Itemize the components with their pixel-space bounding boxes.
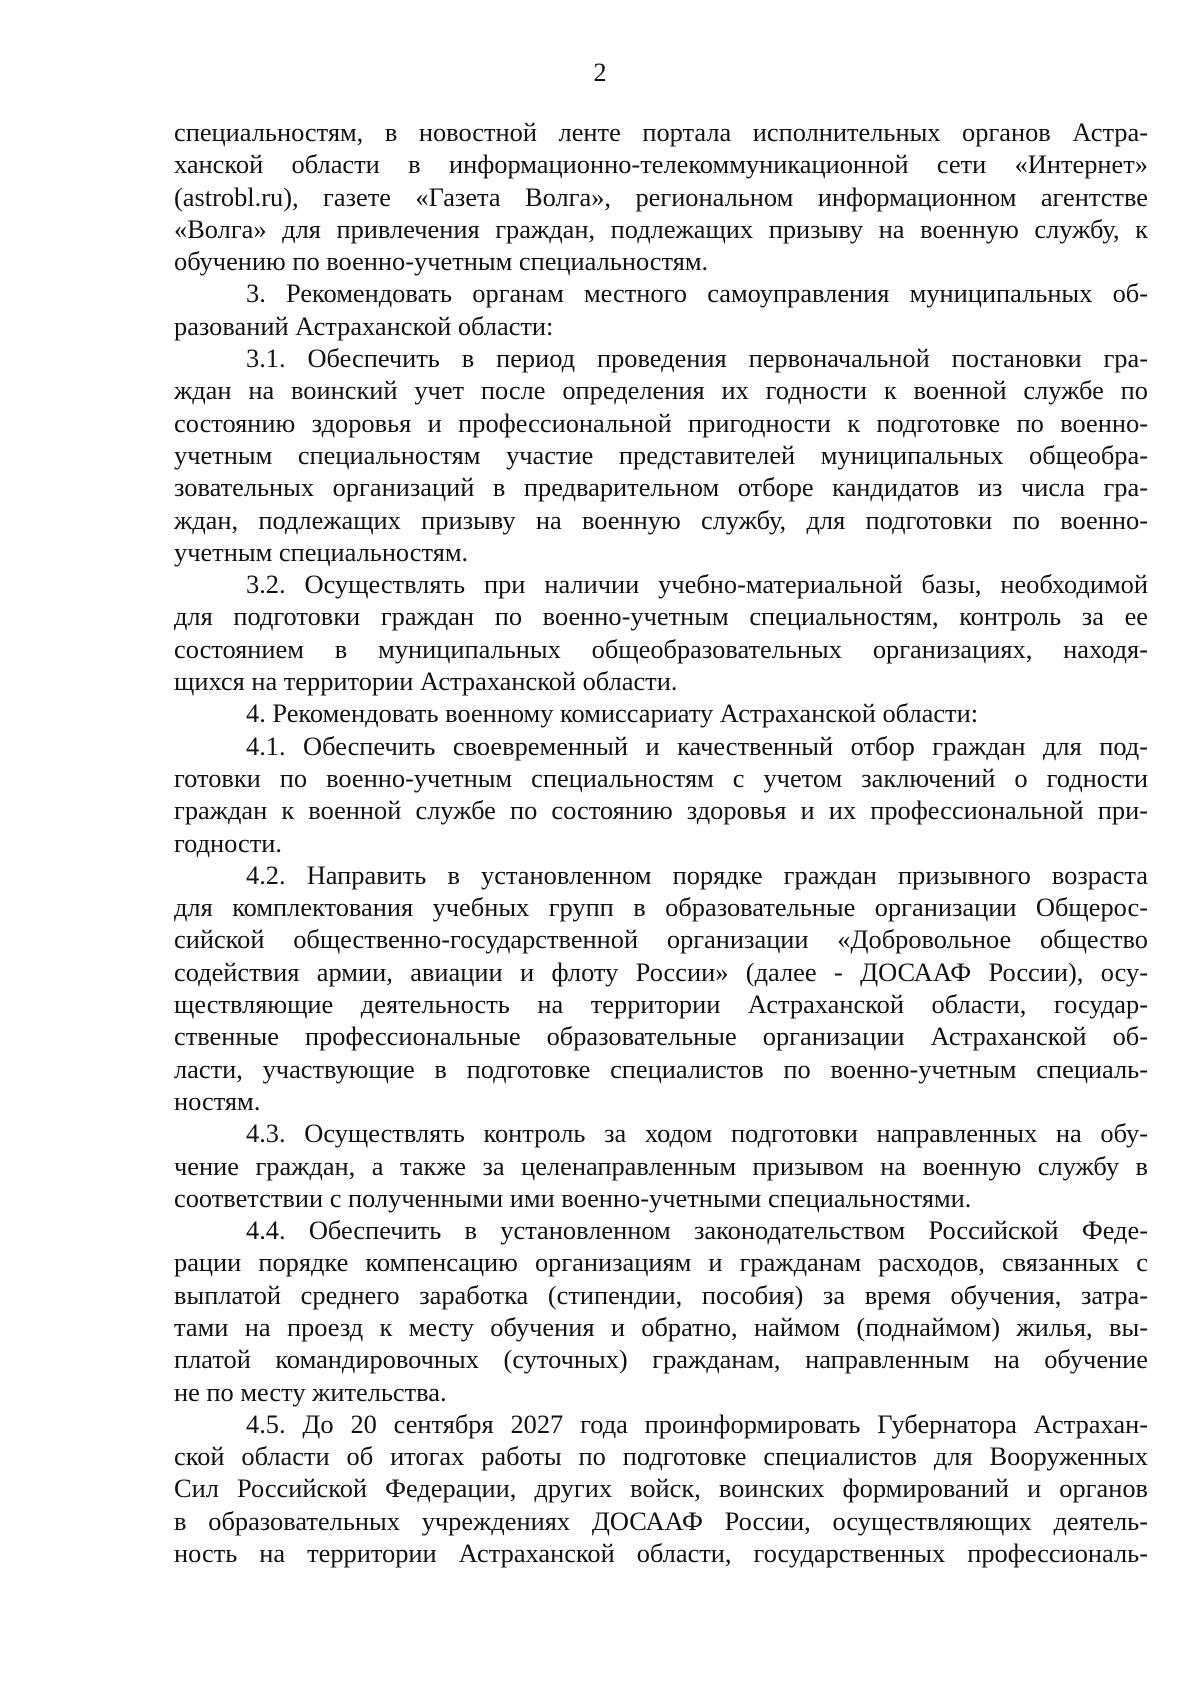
- text-line: чение граждан, а также за целенаправленным призывом на военную службу в: [174, 1150, 1148, 1181]
- text-line: учетным специальностям участие представителей муниципальных общеобра-: [174, 439, 1148, 470]
- text-line: ственные профессиональные образовательные организации Астраханской об-: [174, 1021, 1148, 1052]
- text-line: 3.2. Осуществлять при наличии учебно-материальной базы, необходимой: [246, 569, 1148, 600]
- text-line: учетным специальностям.: [174, 536, 469, 567]
- text-line: ской области об итогах работы по подготовке специалистов для Вооруженных: [174, 1441, 1148, 1472]
- text-line: ность на территории Астраханской области, государственных профессиональ-: [174, 1538, 1148, 1569]
- text-line: платой командировочных (суточных) гражданам, направленным на обучение: [174, 1344, 1148, 1375]
- text-line: 4.1. Обеспечить своевременный и качественный отбор граждан для под-: [246, 730, 1148, 761]
- text-line: 3. Рекомендовать органам местного самоуправления муниципальных об-: [246, 278, 1148, 309]
- text-line: 3.1. Обеспечить в период проведения первоначальной постановки гра-: [246, 343, 1148, 374]
- text-line: для подготовки граждан по военно-учетным специальностям, контроль за ее: [174, 601, 1148, 632]
- text-line: соответствии с полученными ими военно-учетными специальностями.: [174, 1182, 972, 1213]
- text-line: специальностям, в новостной ленте портала исполнительных органов Астра-: [174, 117, 1148, 147]
- text-line: зовательных организаций в предварительном отборе кандидатов из числа гра-: [174, 472, 1148, 503]
- text-line: тами на проезд к месту обучения и обратно, наймом (поднаймом) жилья, вы-: [174, 1311, 1148, 1342]
- text-line: состоянию здоровья и профессиональной пригодности к подготовке по военно-: [174, 407, 1148, 438]
- text-line: не по месту жительства.: [174, 1376, 447, 1407]
- text-line: 4.5. До 20 сентября 2027 года проинформировать Губернатора Астрахан-: [246, 1408, 1148, 1439]
- text-line: готовки по военно-учетным специальностям с учетом заключений о годности: [174, 762, 1148, 793]
- text-line: Сил Российской Федерации, других войск, воинских формирований и органов: [174, 1473, 1148, 1504]
- text-line: ждан на воинский учет после определения их годности к военной службе по: [174, 375, 1148, 406]
- text-line: в образовательных учреждениях ДОСААФ России, осуществляющих деятель-: [174, 1505, 1148, 1536]
- text-line: ждан, подлежащих призыву на военную службу, для подготовки по военно-: [174, 504, 1148, 535]
- text-line: рации порядке компенсацию организациям и гражданам расходов, связанных с: [174, 1247, 1148, 1278]
- text-line: ностям.: [174, 1085, 261, 1116]
- text-line: обучению по военно-учетным специальностям.: [174, 246, 709, 277]
- text-line: ханской области в информационно-телекоммуникационной сети «Интернет»: [174, 149, 1148, 180]
- text-line: содействия армии, авиации и флоту России» (далее - ДОСААФ России), осу-: [174, 956, 1148, 987]
- page-number: 2: [593, 58, 607, 87]
- text-line: «Волга» для привлечения граждан, подлежащих призыву на военную службу, к: [174, 213, 1148, 244]
- text-line: граждан к военной службе по состоянию здоровья и их профессиональной при-: [174, 795, 1148, 826]
- text-line: 4. Рекомендовать военному комиссариату Астраханской области:: [246, 698, 979, 729]
- text-line: 4.3. Осуществлять контроль за ходом подготовки направленных на обу-: [246, 1118, 1148, 1149]
- text-line: состоянием в муниципальных общеобразовательных организациях, находя-: [174, 633, 1148, 664]
- text-line: для комплектования учебных групп в образовательные организации Общерос-: [174, 892, 1148, 923]
- text-line: щихся на территории Астраханской области.: [174, 666, 678, 697]
- text-line: годности.: [174, 827, 282, 858]
- text-line: сийской общественно-государственной организации «Добровольное общество: [174, 924, 1148, 955]
- text-line: ласти, участвующие в подготовке специалистов по военно-учетным специаль-: [174, 1053, 1148, 1084]
- text-line: ществляющие деятельность на территории Астраханской области, государ-: [174, 989, 1148, 1020]
- text-line: 4.4. Обеспечить в установленном законодательством Российской Феде-: [246, 1215, 1148, 1246]
- text-line: выплатой среднего заработка (стипендии, пособия) за время обучения, затра-: [174, 1279, 1148, 1310]
- text-line: 4.2. Направить в установленном порядке граждан призывного возраста: [246, 859, 1148, 890]
- text-line: разований Астраханской области:: [174, 310, 554, 341]
- document-body: [174, 116, 1148, 1569]
- text-line: (astrobl.ru), газете «Газета Волга», региональном информационном агентстве: [174, 181, 1148, 212]
